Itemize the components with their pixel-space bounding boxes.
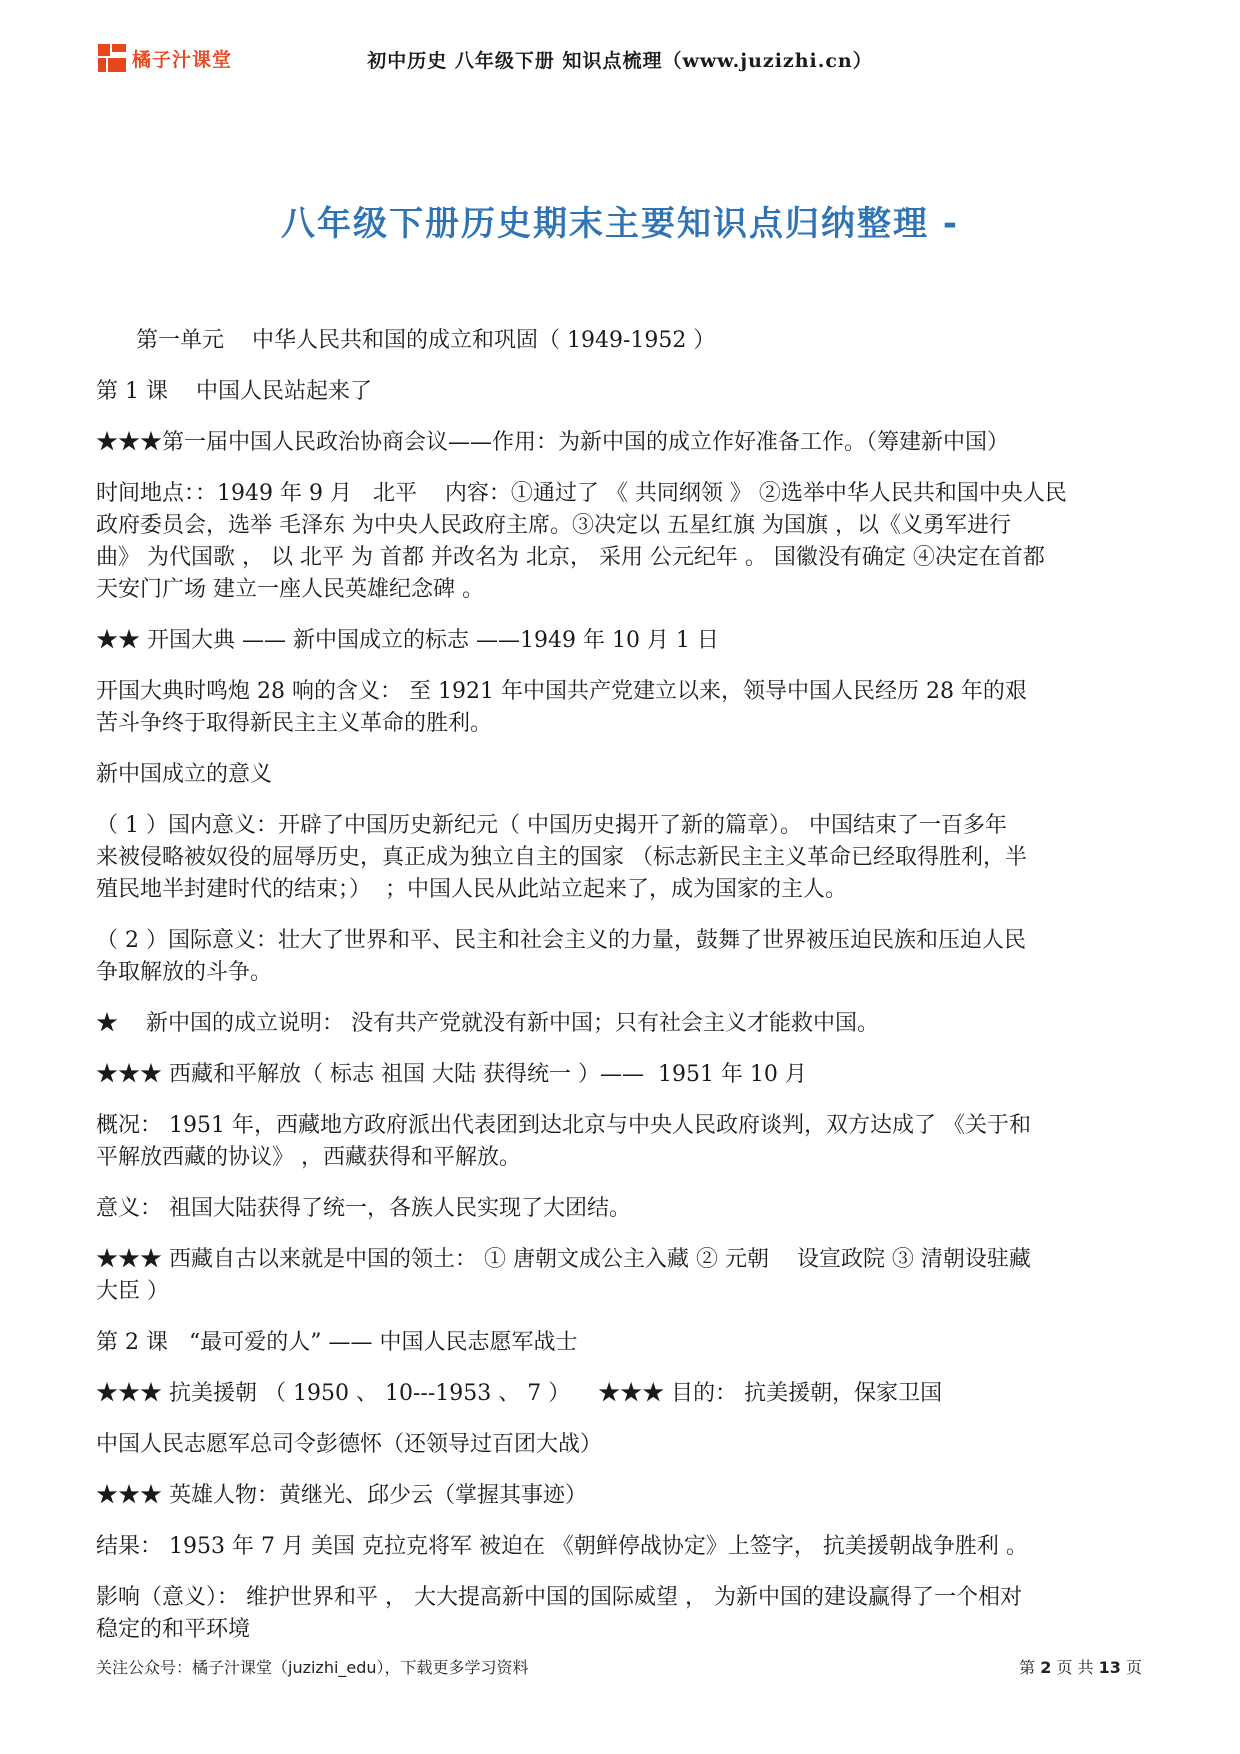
paragraph: [96, 1244, 1236, 1308]
page-number: [1019, 1655, 1142, 1678]
paragraph: [96, 759, 1236, 791]
paragraph: [96, 625, 1236, 657]
text-line: 时间地点：：1949 年 9 月 北平 内容：①通过了 《 共同纲领 》 ②选举中华人民共和国中央人民: [96, 481, 1067, 506]
text-line: 第 1 课 中国人民站起来了: [96, 379, 372, 404]
header-title: 初中历史 八年级下册 知识点梳理（www.juzizhi.cn）: [367, 50, 873, 72]
text-line: 苦斗争终于取得新民主主义革命的胜利。: [96, 711, 493, 736]
paragraph: [96, 925, 1236, 989]
text-line: 天安门广场 建立一座人民英雄纪念碑 。: [96, 577, 484, 602]
text-line: ★★ 开国大典 —— 新中国成立的标志 ——1949 年 10 月 1 日: [96, 628, 719, 653]
unit-heading: [136, 325, 1236, 357]
paragraph: [96, 810, 1236, 906]
paragraph: [96, 1110, 1236, 1174]
text-line: 新中国成立的意义: [96, 762, 273, 787]
text-line: 大臣 ）: [96, 1279, 169, 1304]
text-line: 中国人民志愿军总司令彭德怀（还领导过百团大战）: [96, 1432, 603, 1457]
page-header: [0, 0, 1240, 90]
paragraph: [96, 1193, 1236, 1225]
paragraph: [96, 478, 1236, 606]
page-suffix: 页: [1125, 1658, 1142, 1677]
text-line: 开国大典时鸣炮 28 响的含义： 至 1921 年中国共产党建立以来，领导中国人民经历 28 年的艰: [96, 679, 1027, 704]
text-line: ★★★ 西藏自古以来就是中国的领土： ① 唐朝文成公主入藏 ② 元朝 设宣政院 ③ 清朝设驻藏: [96, 1247, 1031, 1272]
text-line: ★★★ 英雄人物：黄继光、邱少云（掌握其事迹）: [96, 1483, 587, 1508]
text-line: 政府委员会，选举 毛泽东 为中央人民政府主席。③决定以 五星红旗 为国旗 ，以《义勇军进行: [96, 513, 1011, 538]
document-title: 八年级下册历史期末主要知识点归纳整理 -: [281, 204, 959, 244]
text-line: 结果： 1953 年 7 月 美国 克拉克将军 被迫在 《朝鲜停战协定》上签字， 抗美援朝战争胜利 。: [96, 1534, 1028, 1559]
paragraph: [96, 1059, 1236, 1091]
page-current: 2: [1040, 1658, 1052, 1677]
paragraph: [96, 1378, 1236, 1410]
text-line: 争取解放的斗争。: [96, 960, 273, 985]
text-line: 殖民地半封建时代的结束；） ；中国人民从此站立起来了，成为国家的主人。: [96, 877, 847, 902]
text-line: 曲》 为代国歌 ， 以 北平 为 首都 并改名为 北京， 采用 公元纪年 。 国徽没有确定 ④决定在首都: [96, 545, 1045, 570]
page-total: 13: [1098, 1658, 1121, 1677]
text-line: 来被侵略被奴役的屈辱历史，真正成为独立自主的国家 （标志新民主主义革命已经取得胜利，半: [96, 845, 1027, 870]
text-line: 稳定的和平环境: [96, 1617, 251, 1642]
text-line: 影响（意义）： 维护世界和平 ， 大大提高新中国的国际威望 ， 为新中国的建设赢得了一个相对: [96, 1585, 1022, 1610]
page-mid: 页 共: [1056, 1658, 1094, 1677]
paragraph: [96, 1008, 1236, 1040]
text-line: 第 2 课 “最可爱的人” —— 中国人民志愿军战士: [96, 1330, 578, 1355]
text-line: （ 1 ）国内意义：开辟了中国历史新纪元（ 中国历史揭开了新的篇章）。 中国结束了一百多年: [96, 813, 1007, 838]
paragraph: [96, 1327, 1236, 1359]
text-line: 意义： 祖国大陆获得了统一，各族人民实现了大团结。: [96, 1196, 631, 1221]
text-line: 概况： 1951 年，西藏地方政府派出代表团到达北京与中央人民政府谈判，双方达成了 《关于和: [96, 1113, 1031, 1138]
paragraph: [96, 676, 1236, 740]
text-line: ★★★ 抗美援朝 （ 1950 、 10---1953 、 7 ） ★★★ 目的： 抗美援朝，保家卫国: [96, 1381, 943, 1406]
text-line: ★★★ 西藏和平解放（ 标志 祖国 大陆 获得统一 ）—— 1951 年 10 月: [96, 1062, 807, 1087]
paragraph: [96, 1480, 1236, 1512]
text-line: 第一单元 中华人民共和国的成立和巩固（ 1949-1952 ）: [136, 328, 716, 353]
text-line: ★★★第一届中国人民政治协商会议——作用：为新中国的成立作好准备工作。（筹建新中国）: [96, 430, 1010, 455]
text-line: （ 2 ）国际意义：壮大了世界和平、民主和社会主义的力量，鼓舞了世界被压迫民族和压迫人民: [96, 928, 1026, 953]
text-line: 平解放西藏的协议》 ，西藏获得和平解放。: [96, 1145, 521, 1170]
paragraph: [96, 1531, 1236, 1563]
text-line: ★ 新中国的成立说明： 没有共产党就没有新中国；只有社会主义才能救中国。: [96, 1011, 879, 1036]
logo-text: 橘子汁课堂: [132, 48, 233, 71]
paragraph: [96, 1429, 1236, 1461]
paragraph: [96, 427, 1236, 459]
paragraph: [96, 1582, 1236, 1646]
paragraph: [96, 376, 1236, 408]
page-prefix: 第: [1019, 1658, 1036, 1677]
document-body: [96, 325, 1236, 1665]
footer-note: 关注公众号：橘子汁课堂（juzizhi_edu），下载更多学习资料: [96, 1658, 529, 1677]
